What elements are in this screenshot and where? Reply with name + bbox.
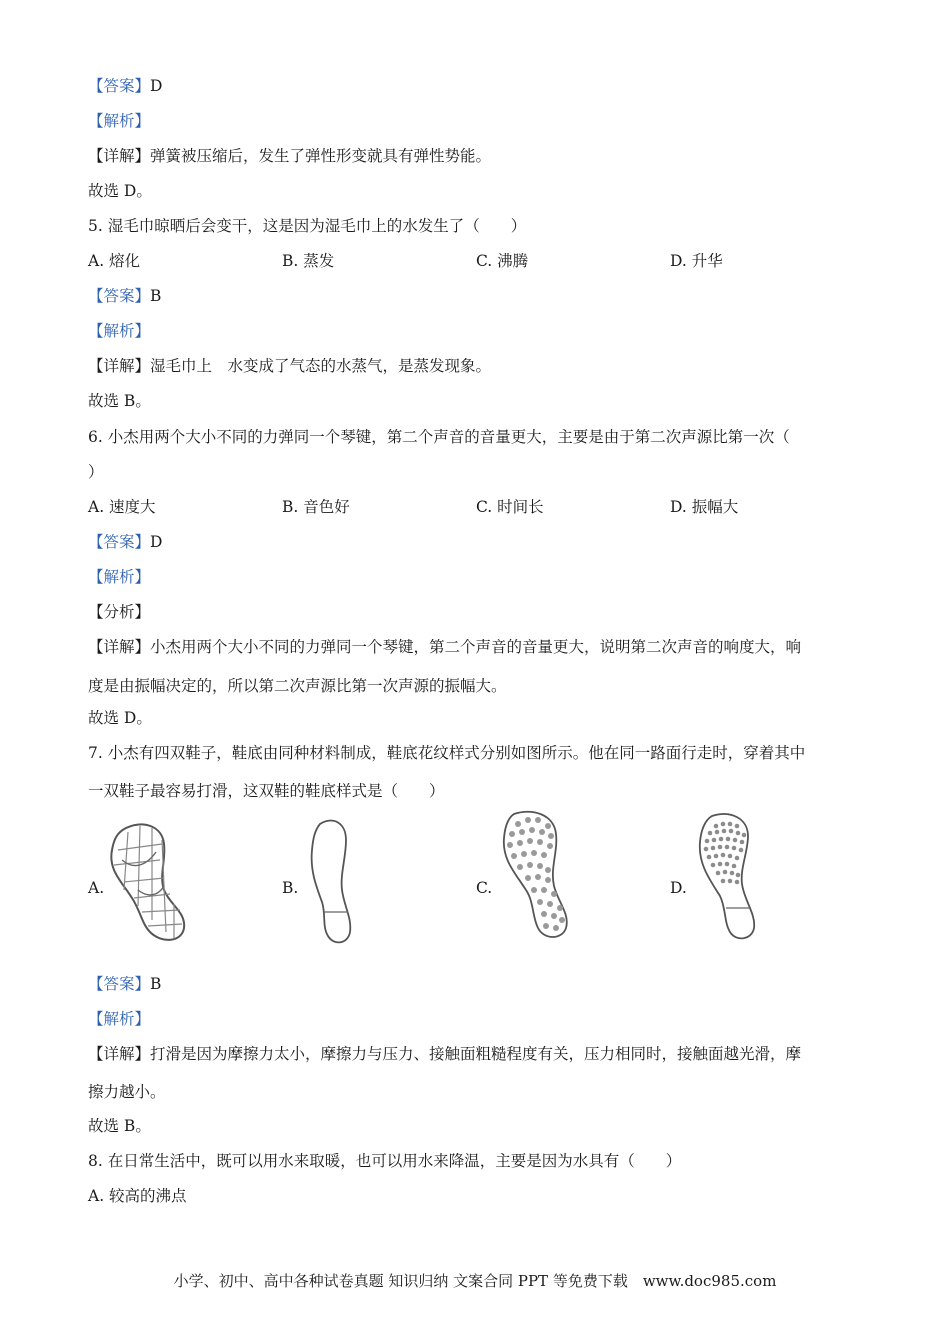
q6-option-a: A. 速度大 <box>88 498 156 516</box>
answer-line: 【答案】B <box>88 287 162 305</box>
detail-text-cont: 擦力越小。 <box>88 1083 166 1101</box>
question-6-cont: ） <box>88 463 104 481</box>
answer-line: 【答案】D <box>88 77 163 95</box>
q6-option-c: C. 时间长 <box>476 498 544 516</box>
question-8: 8. 在日常生活中，既可以用水来取暖，也可以用水来降温，主要是因为水具有（ ） <box>88 1152 682 1170</box>
detail-text: 【详解】弹簧被压缩后，发生了弹性形变就具有弹性势能。 <box>88 147 492 165</box>
q5-option-c: C. 沸腾 <box>476 252 529 270</box>
choice-text: 故选 D。 <box>88 182 152 200</box>
q7-option-b: B. <box>282 879 299 897</box>
analysis-label: 【分析】 <box>88 603 151 621</box>
q7-option-a: A. <box>88 879 105 897</box>
question-7-cont: 一双鞋子最容易打滑，这双鞋的鞋底样式是（ ） <box>88 782 445 800</box>
shoe-sole-c-figure <box>496 810 576 940</box>
choice-text: 故选 B。 <box>88 392 151 410</box>
q5-option-a: A. 熔化 <box>88 252 141 270</box>
analysis-heading: 【解析】 <box>88 1010 151 1028</box>
question-5: 5. 湿毛巾晾晒后会变干，这是因为湿毛巾上的水发生了（ ） <box>88 217 527 235</box>
q7-option-d: D. <box>670 879 687 897</box>
q5-option-b: B. 蒸发 <box>282 252 335 270</box>
analysis-heading: 【解析】 <box>88 322 151 340</box>
answer-line: 【答案】D <box>88 533 163 551</box>
detail-text-cont: 度是由振幅决定的，所以第二次声源比第一次声源的振幅大。 <box>88 677 507 695</box>
choice-text: 故选 B。 <box>88 1117 151 1135</box>
detail-text: 【详解】小杰用两个大小不同的力弹同一个琴键，第二个声音的音量更大，说明第二次声音的响度大，响 <box>88 638 802 656</box>
shoe-sole-d-figure <box>692 812 764 944</box>
answer-line: 【答案】B <box>88 975 162 993</box>
question-7: 7. 小杰有四双鞋子，鞋底由同种材料制成，鞋底花纹样式分别如图所示。他在同一路面行走时，穿着其中 <box>88 744 806 762</box>
question-6: 6. 小杰用两个大小不同的力弹同一个琴键，第二个声音的音量更大，主要是由于第二次声源比第一次（ <box>88 428 790 446</box>
page-footer: 小学、初中、高中各种试卷真题 知识归纳 文案合同 PPT 等免费下载 www.doc985.com <box>173 1272 777 1290</box>
detail-text: 【详解】打滑是因为摩擦力太小，摩擦力与压力、接触面粗糙程度有关，压力相同时，接触面越光滑，摩 <box>88 1045 802 1063</box>
choice-text: 故选 D。 <box>88 709 152 727</box>
analysis-heading: 【解析】 <box>88 112 151 130</box>
q8-option-a: A. 较高的沸点 <box>88 1187 187 1205</box>
analysis-heading: 【解析】 <box>88 568 151 586</box>
q7-option-c: C. <box>476 879 493 897</box>
q6-option-b: B. 音色好 <box>282 498 350 516</box>
q5-option-d: D. 升华 <box>670 252 723 270</box>
q6-option-d: D. 振幅大 <box>670 498 739 516</box>
detail-text: 【详解】湿毛巾上 水变成了气态的水蒸气，是蒸发现象。 <box>88 357 492 375</box>
shoe-sole-b-figure <box>306 818 368 948</box>
shoe-sole-a-figure <box>104 820 194 945</box>
